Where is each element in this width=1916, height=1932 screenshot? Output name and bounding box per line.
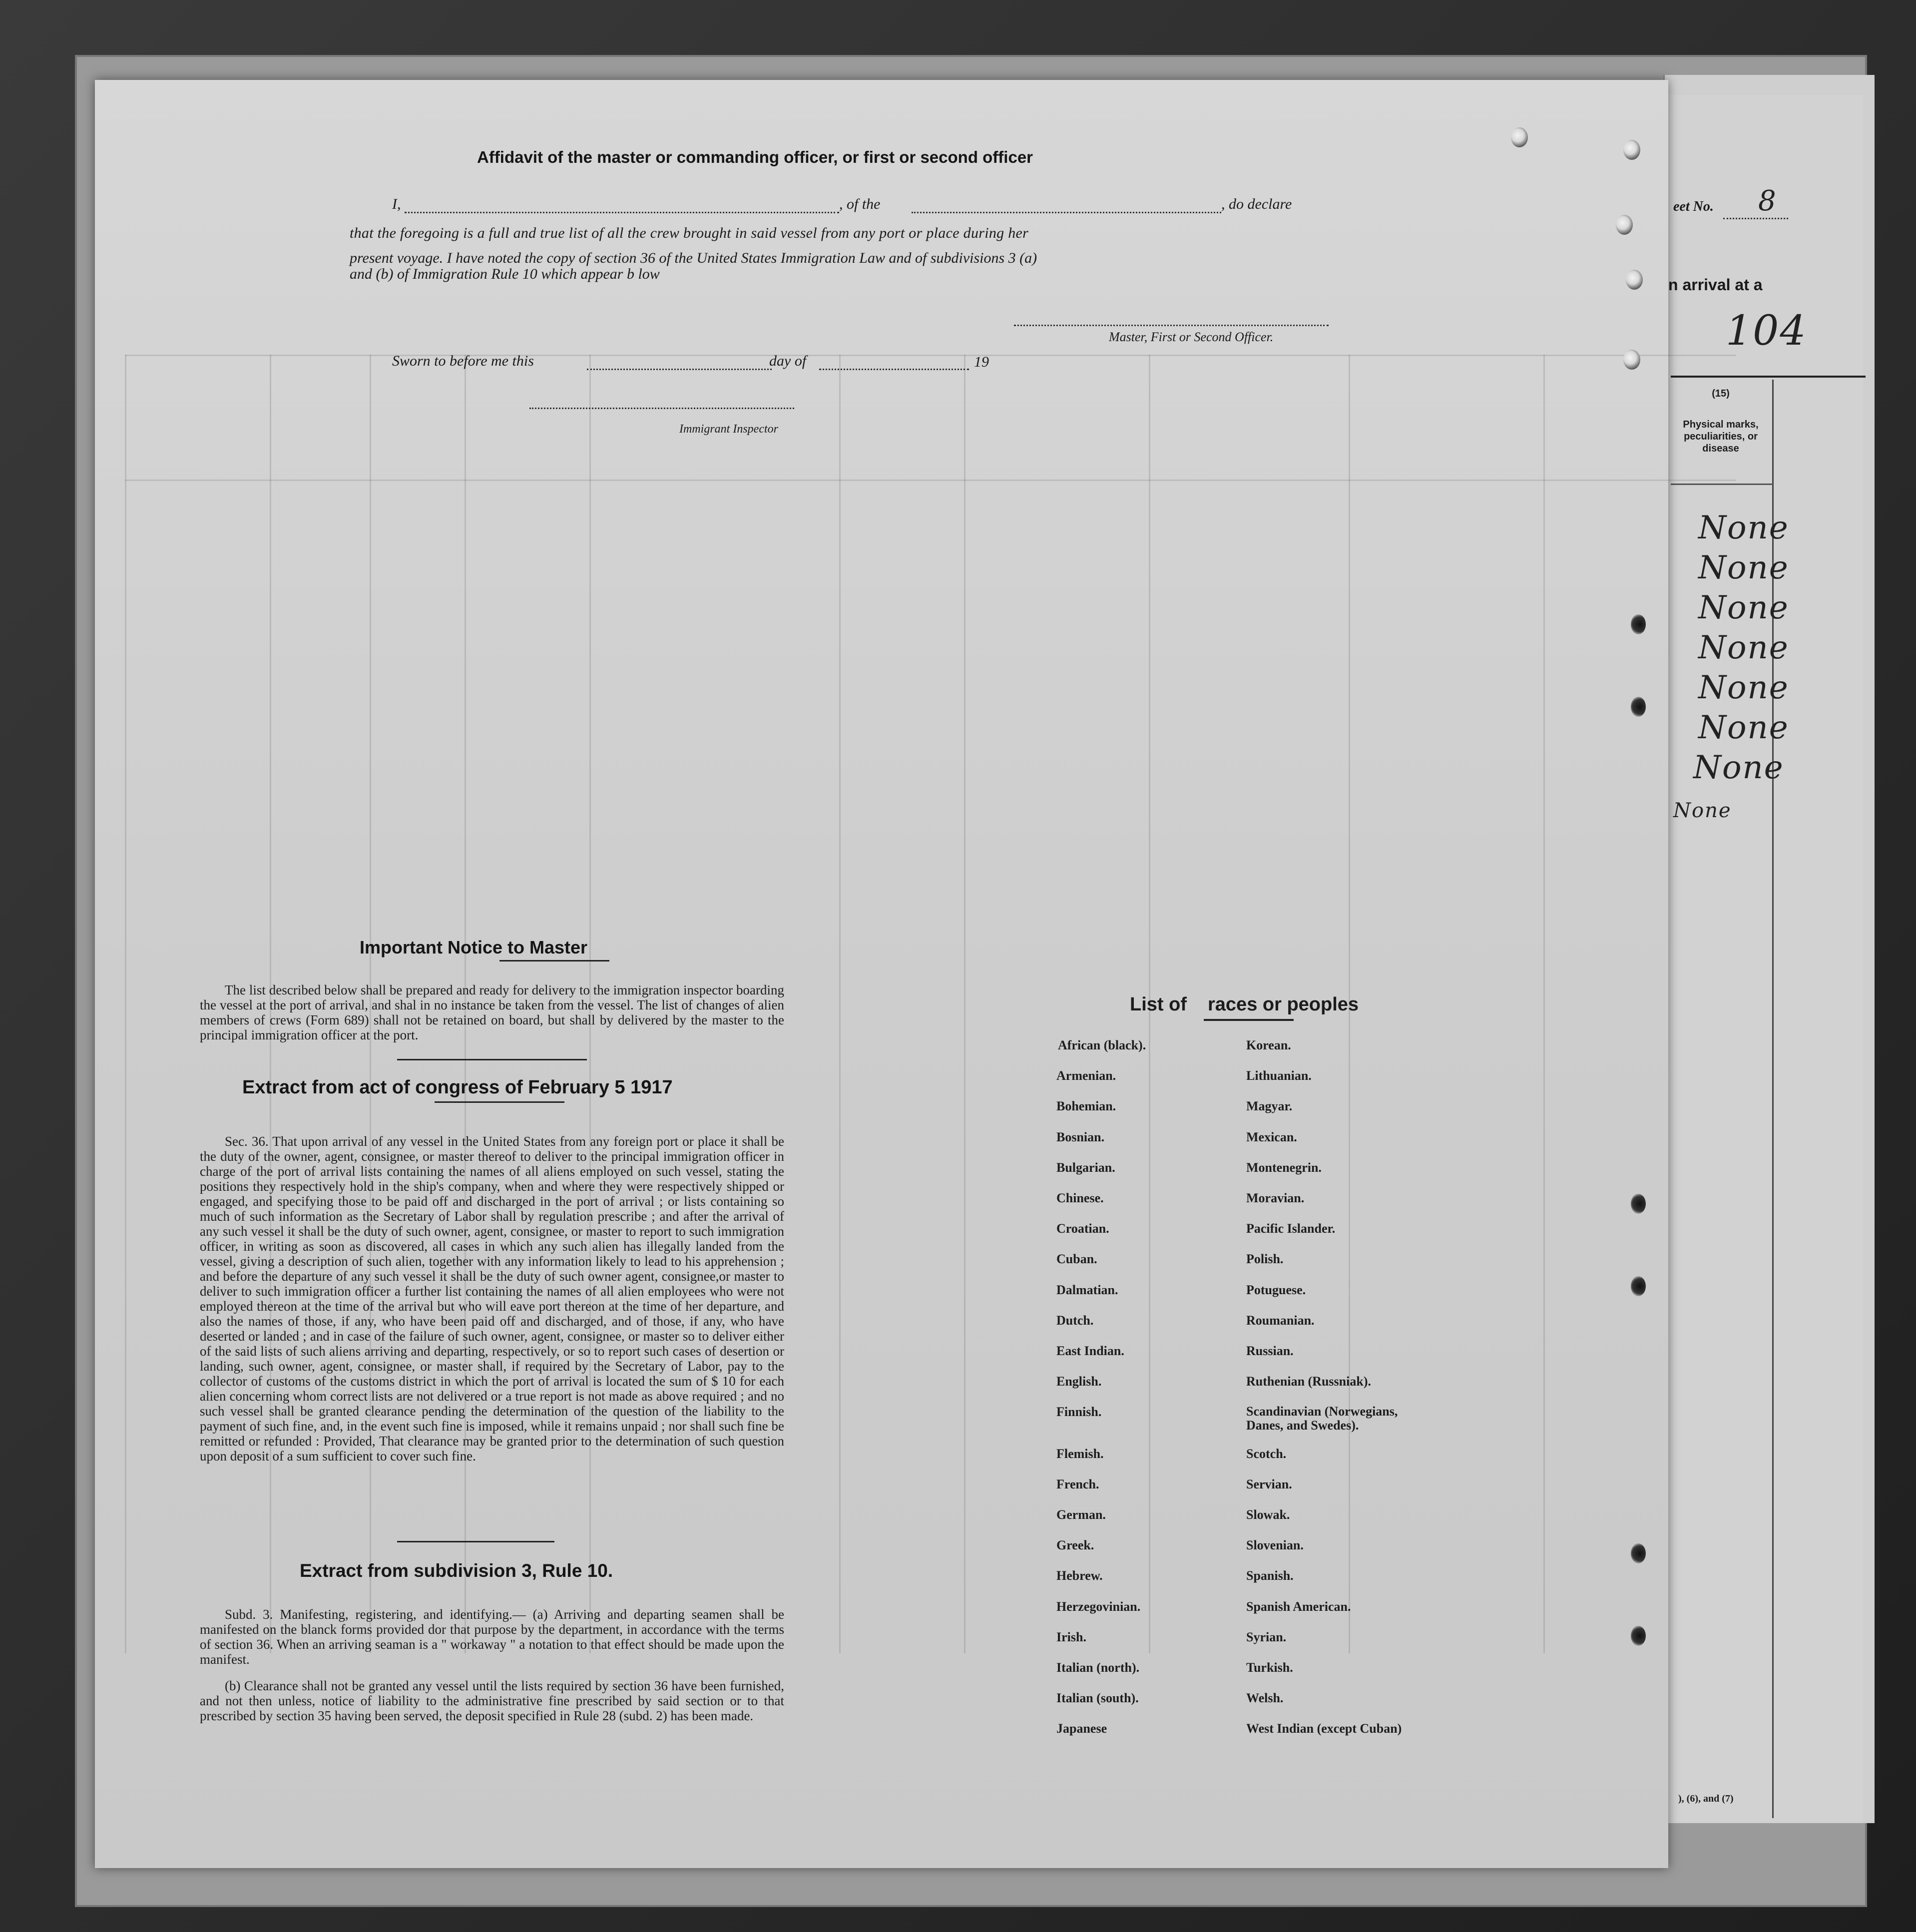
handwritten-entry-2: None — [1698, 549, 1789, 586]
race-item: Slovenian. — [1246, 1538, 1304, 1553]
race-item: Hebrew. — [1056, 1568, 1103, 1583]
handwritten-entry-8: None — [1673, 799, 1732, 822]
sheet-number-label: eet No. — [1673, 199, 1714, 214]
right-header-rule — [1671, 376, 1866, 378]
bleed-through-column — [1543, 355, 1545, 1653]
race-item: Irish. — [1056, 1629, 1086, 1644]
column-15-number: (15) — [1712, 388, 1730, 399]
race-item: Armenian. — [1056, 1068, 1116, 1083]
bleed-through-line — [125, 480, 1736, 481]
race-item: Korean. — [1246, 1038, 1291, 1052]
handwritten-entry-6: None — [1698, 709, 1789, 746]
rule-extract-title: Extract from subdivision 3, Rule 10. — [300, 1560, 613, 1581]
handwritten-entry-1: None — [1698, 509, 1789, 546]
race-item: Bohemian. — [1056, 1099, 1116, 1114]
race-item: Bulgarian. — [1056, 1160, 1115, 1175]
punch-hole — [1616, 215, 1633, 235]
race-item: West Indian (except Cuban) — [1246, 1721, 1402, 1736]
race-item: Flemish. — [1056, 1446, 1104, 1461]
handwritten-number: 104 — [1726, 307, 1807, 355]
race-item: Italian (south). — [1056, 1691, 1139, 1706]
affidavit-blank-name — [405, 212, 839, 213]
bleed-through-column — [964, 355, 965, 1653]
punch-hole — [1631, 697, 1646, 717]
race-item: African (black). — [1058, 1038, 1146, 1052]
notice-divider — [397, 1059, 587, 1060]
affidavit-line-3: present voyage. I have noted the copy of section 36 of the United States Immigration Law and of subdivisions 3 (a) — [350, 250, 1037, 266]
act-extract-divider — [397, 1541, 554, 1542]
affidavit-title: Affidavit of the master or commanding officer, or first or second officer — [477, 148, 1033, 166]
sworn-month-blank — [819, 369, 969, 370]
race-item: Greek. — [1056, 1538, 1094, 1553]
affidavit-line-i: I, — [392, 196, 401, 212]
race-item: Slowak. — [1246, 1507, 1290, 1522]
race-item: Turkish. — [1246, 1660, 1293, 1675]
race-item: Herzegovinian. — [1056, 1599, 1141, 1614]
rule-extract-body-b: (b) Clearance shall not be granted any vessel until the lists required by section 36 have been furnished, and not then unless, notice of liability to the administrative fine prescribed by said section or to that prescribed by section 35 having been served, the deposit specified in Rule 28 (subd. 2) has been made. — [200, 1678, 784, 1723]
race-item: Russian. — [1246, 1344, 1294, 1358]
punch-hole — [1631, 1276, 1646, 1296]
punch-hole — [1623, 140, 1640, 160]
notice-title: Important Notice to Master — [360, 937, 588, 958]
race-item: Croatian. — [1056, 1221, 1109, 1236]
race-item: Spanish American. — [1246, 1599, 1351, 1614]
bleed-through-column — [125, 355, 126, 1653]
notice-title-underline — [499, 960, 609, 962]
sworn-day-of: day of — [769, 353, 807, 369]
sworn-year-prefix: 19 — [974, 354, 989, 370]
bleed-through-line — [125, 355, 1736, 356]
race-item: Italian (north). — [1056, 1660, 1140, 1675]
sheet-number-value: 8 — [1758, 185, 1777, 217]
handwritten-entry-3: None — [1698, 589, 1789, 626]
race-item: Potuguese. — [1246, 1282, 1306, 1297]
race-item: Montenegrin. — [1246, 1160, 1322, 1175]
races-title-b: races or peoples — [1208, 994, 1359, 1015]
sworn-day-blank — [587, 369, 772, 370]
race-item: Roumanian. — [1246, 1313, 1315, 1328]
punch-hole — [1631, 614, 1646, 634]
bleed-through-column — [839, 355, 841, 1653]
act-extract-title: Extract from act of congress of February 5 1917 — [242, 1077, 673, 1098]
handwritten-entry-5: None — [1698, 669, 1789, 706]
punch-hole — [1631, 1626, 1646, 1646]
race-item: Pacific Islander. — [1246, 1221, 1336, 1236]
race-item: Ruthenian (Russniak). — [1246, 1374, 1371, 1389]
race-item: East Indian. — [1056, 1344, 1124, 1358]
arrival-label: n arrival at a — [1668, 276, 1763, 294]
race-item: English. — [1056, 1374, 1102, 1389]
punch-hole — [1631, 1543, 1646, 1563]
race-item: Dalmatian. — [1056, 1282, 1118, 1297]
race-item: Dutch. — [1056, 1313, 1094, 1328]
race-item: French. — [1056, 1476, 1099, 1491]
right-footer-note: ), (6), and (7) — [1678, 1793, 1734, 1804]
affidavit-blank-vessel — [912, 212, 1221, 213]
notice-body: The list described below shall be prepared and ready for delivery to the immigration inspector boarding the vessel at the port of arrival, and shal in no instance be taken from the vessel. The list of changes of alien members of crews (Form 689) shall not be retained on board, but shall by delivered by the master to the principal immigration officer at the port. — [200, 982, 784, 1042]
handwritten-entry-7: None — [1693, 749, 1784, 786]
race-item: Syrian. — [1246, 1629, 1287, 1644]
sworn-text: Sworn to before me this — [392, 353, 534, 369]
sheet-number-rule — [1723, 218, 1788, 219]
race-item: Cuban. — [1056, 1252, 1097, 1267]
punch-hole — [1623, 350, 1640, 370]
handwritten-entry-4: None — [1698, 629, 1789, 666]
race-item: Welsh. — [1246, 1691, 1284, 1706]
column-15-heading: Physical marks, peculiarities, or disease — [1683, 419, 1759, 454]
affidavit-line-2: that the foregoing is a full and true list of all the crew brought in said vessel from any port or place during her — [350, 225, 1029, 241]
race-item: Finnish. — [1056, 1405, 1102, 1420]
act-extract-body: Sec. 36. That upon arrival of any vessel in the United States from any foreign port or place it shall be the duty of the owner, agent, consignee, or master thereof to deliver to the principal immigration officer in charge of the port of arrival lists containing the names of all aliens employed on such vessel, stating the positions they respectively hold in the ship's company, when and where they were respectively shipped or engaged, and specifying those to be paid off and discharged in the port of arrival ; or lists containing so much of such information as the Secretary of Labor shall by regulation prescribe ; and after the arrival of any such vessel it shall be the duty of such owner, agent, consignee, or master to report to such immigration officer, in writing as soon as discovered, all cases in which any such alien has illegally landed from the vessel, giving a description of such alien, together with any information likely to lead to his apprehension ; and before the departure of any such vessel it shall be the duty of such owner agent, consignee,or master to deliver to such immigration officer a further list containing the names of all alien employees who were not employed thereon at the time of the arrival but who will eave port thereon at the time of her departure, and also the names of those, if any, who have been paid off and discharged, and of those, if any, who have deserted or landed ; and in case of the failure of such owner, agent, consignee, or master so to deliver either of the said lists of such aliens arriving and departing, respectively, or so to report such cases of desertion or landing, such owner, agent, consignee, or master shall, if required by the Secretary of Labor, pay to the collector of customs of the customs district in which the port of arrival is located the sum of $ 10 for each alien concerning whom correct lists are not delivered or a true report is not made as above required ; and no such vessel shall be granted clearance pending the determination of the question of the liability to the payment of such fine, and, in the event such fine is imposed, while it remains unpaid ; nor shall such fine be remitted or refunded : Provided, That clearance may be granted prior to the determination of such question upon deposit of a sum sufficient to cover such fine. — [200, 1134, 784, 1463]
inspector-caption: Immigrant Inspector — [679, 423, 778, 436]
race-item: Spanish. — [1246, 1568, 1294, 1583]
affidavit-line-4: and (b) of Immigration Rule 10 which appear b low — [350, 266, 660, 282]
race-item: Magyar. — [1246, 1099, 1293, 1114]
affidavit-do-declare: , do declare — [1221, 196, 1292, 212]
race-item: German. — [1056, 1507, 1106, 1522]
affidavit-page — [95, 80, 1668, 1868]
races-title-underline — [1204, 1019, 1294, 1021]
race-item: Moravian. — [1246, 1191, 1305, 1205]
race-item: Scotch. — [1246, 1446, 1287, 1461]
race-item: Japanese — [1056, 1721, 1107, 1736]
race-item: Scandinavian (Norwegians, Danes, and Swedes). — [1246, 1404, 1398, 1433]
punch-hole — [1631, 1194, 1646, 1214]
punch-hole — [1626, 270, 1643, 290]
race-item: Servian. — [1246, 1476, 1292, 1491]
race-item: Mexican. — [1246, 1129, 1297, 1144]
race-item: Bosnian. — [1056, 1129, 1105, 1144]
inspector-signature-line — [529, 408, 794, 409]
punch-hole — [1511, 127, 1528, 147]
column-header-bottom — [1671, 483, 1773, 485]
affidavit-of-the: , of the — [839, 196, 881, 212]
race-item: Lithuanian. — [1246, 1068, 1312, 1083]
races-title-a: List of — [1130, 994, 1187, 1015]
act-extract-underline — [435, 1101, 564, 1103]
master-signature-caption: Master, First or Second Officer. — [1109, 330, 1274, 344]
master-signature-line — [1014, 325, 1329, 326]
rule-extract-body-a: Subd. 3. Manifesting, registering, and identifying.— (a) Arriving and departing seamen shall be manifested on the blanck forms provided dor that purpose by the department, in accordance with the terms of section 36. When an arriving seaman is a " workaway " a notation to that effect should be made upon the manifest. — [200, 1607, 784, 1667]
race-item: Polish. — [1246, 1252, 1284, 1267]
race-item: Chinese. — [1056, 1191, 1104, 1205]
